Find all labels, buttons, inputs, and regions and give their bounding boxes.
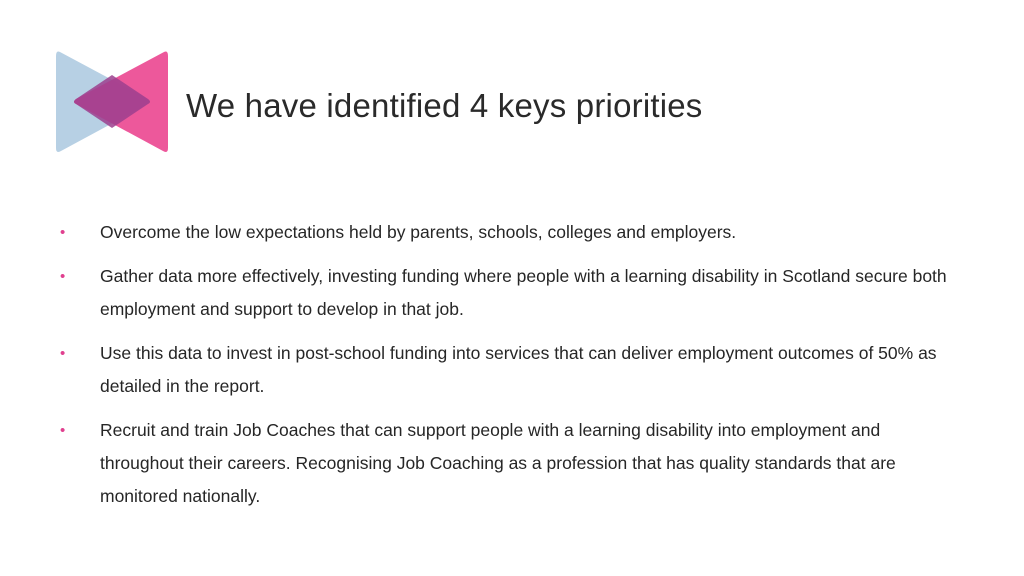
overlapping-triangles-logo-icon [54,48,170,156]
priorities-list [58,216,958,524]
list-item-text: Recruit and train Job Coaches that can support people with a learning disability into employment and throughout their careers. Recognising Job Coaching as a profession that has quality standards that are monitored nationally. [100,420,896,506]
list-item-text: Use this data to invest in post-school funding into services that can deliver employment outcomes of 50% as detailed in the report. [100,343,937,396]
bullet-icon: • [60,345,66,362]
list-item [58,260,958,326]
list-item [58,337,958,403]
list-item [58,414,958,513]
list-item-text: Overcome the low expectations held by parents, schools, colleges and employers. [100,222,737,242]
slide-title: We have identified 4 keys priorities [186,87,703,124]
bullet-icon: • [60,268,66,285]
bullet-icon: • [60,422,66,439]
list-item-text: Gather data more effectively, investing funding where people with a learning disability in Scotland secure both employment and support to develop in that job. [100,266,947,319]
bullet-icon: • [60,224,66,241]
list-item [58,216,958,249]
